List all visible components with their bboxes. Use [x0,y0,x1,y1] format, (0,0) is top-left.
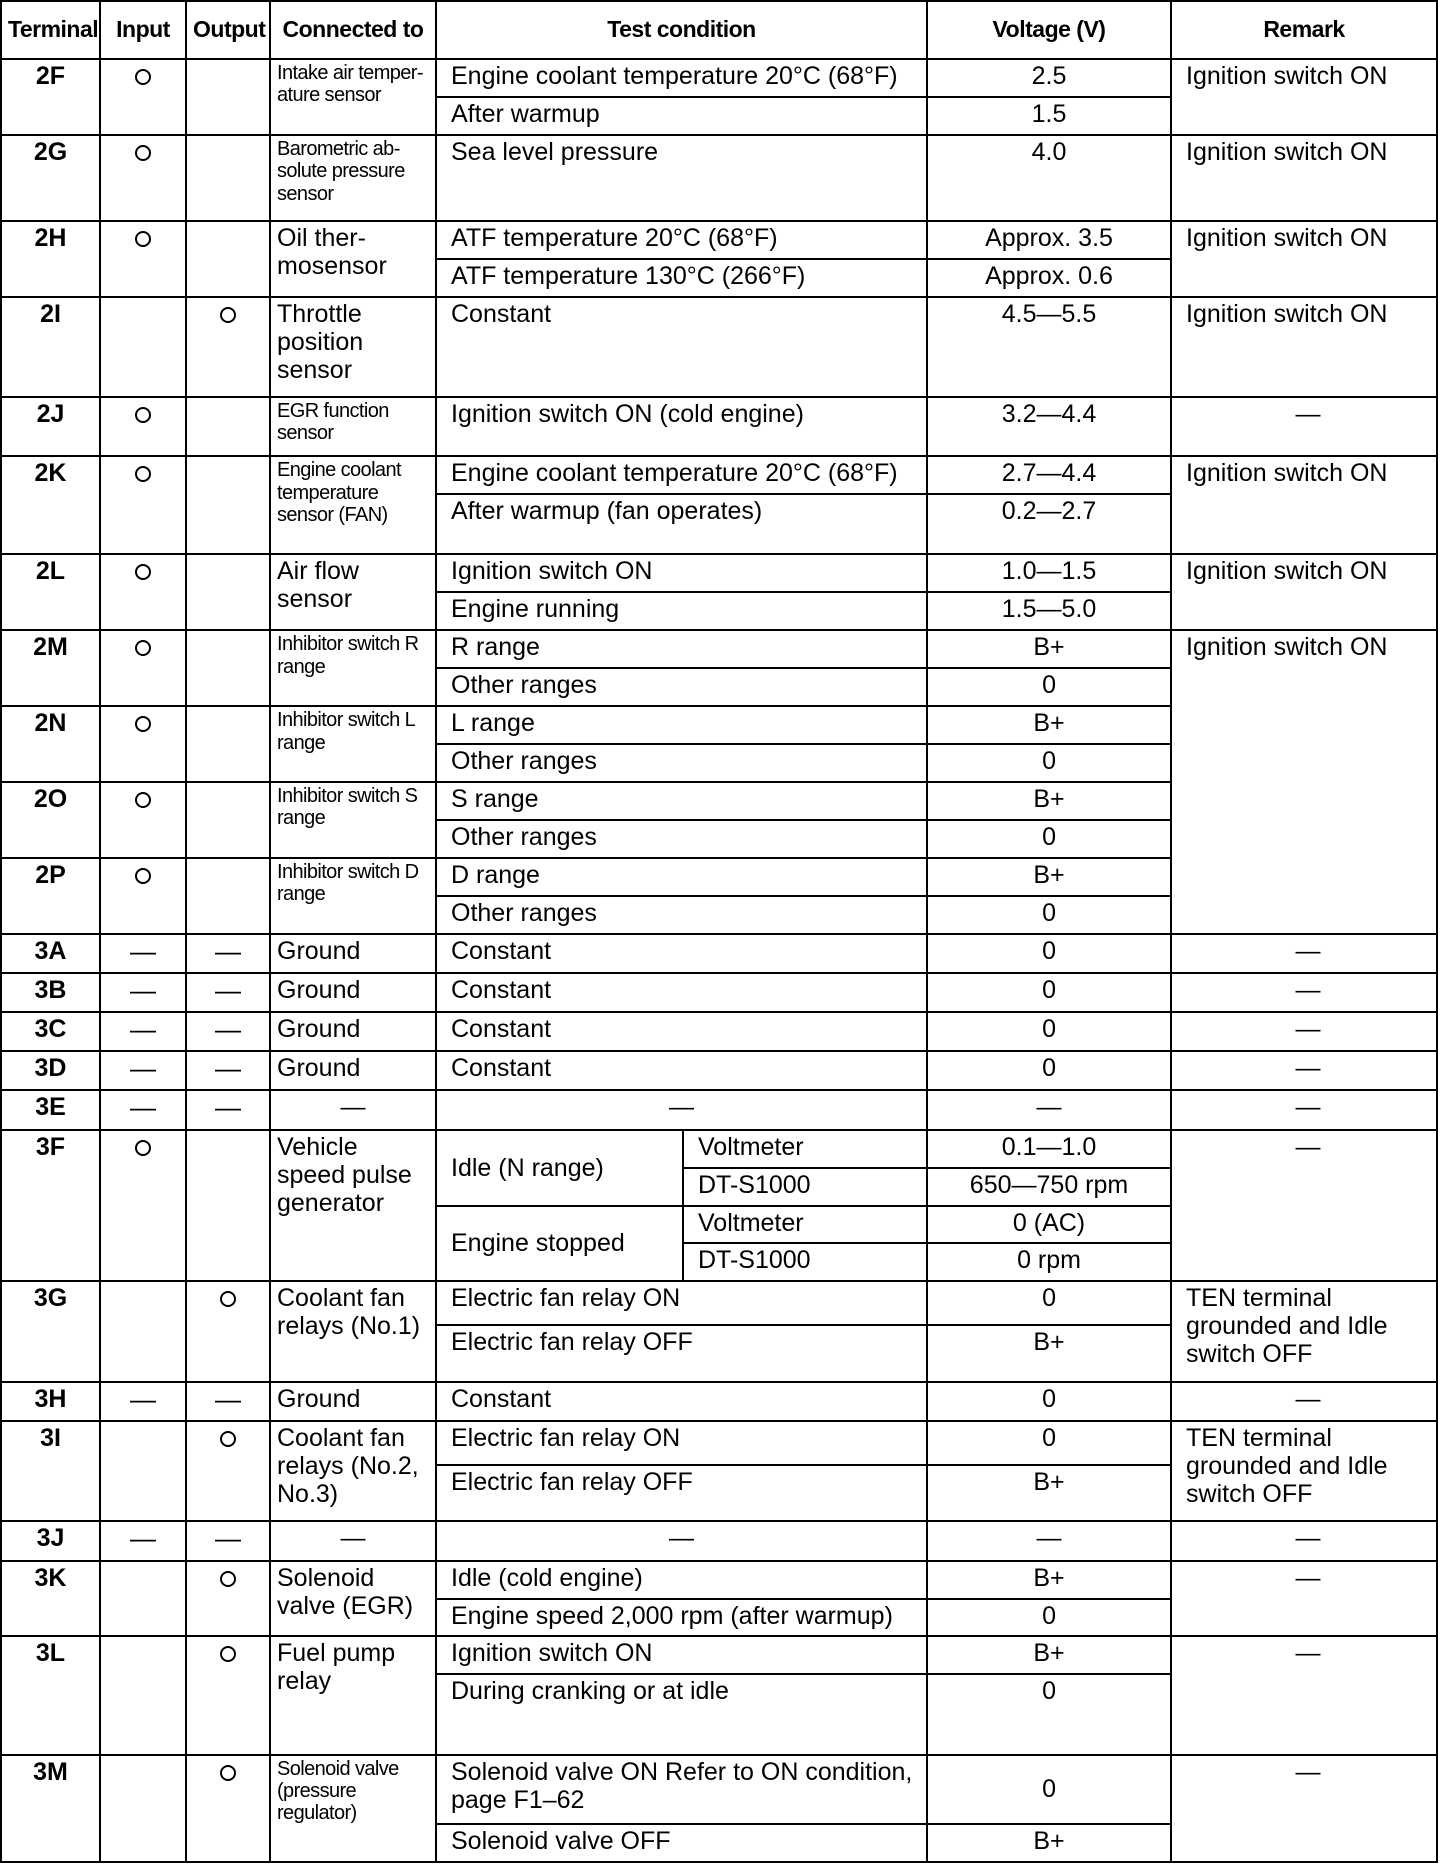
connected-to-cell: Vehicle speed pulse generator [270,1130,436,1282]
connected-to-cell: Ground [270,1382,436,1421]
condition-cell: L range [436,706,927,744]
condition-cell: — [436,1521,927,1560]
voltage-cell: B+ [927,630,1171,668]
header-connected-to: Connected to [270,1,436,59]
output-mark [186,59,270,135]
condition-cell: Sea level pressure [436,135,927,221]
table-row [1,1012,1437,1051]
input-mark [100,858,186,934]
output-mark [186,1421,270,1521]
connected-to-cell: Fuel pump relay [270,1636,436,1754]
connected-to-cell: Oil ther- mosensor [270,221,436,297]
input-mark [100,1130,186,1282]
remark-cell: TEN terminal grounded and Idle switch OFF [1171,1421,1437,1521]
remark-cell: — [1171,1561,1437,1637]
input-circle-icon [135,640,151,656]
connected-to-cell: — [270,1521,436,1560]
input-mark [100,221,186,297]
measure-cell: Voltmeter [683,1130,927,1168]
output-mark [186,1281,270,1381]
voltage-cell: B+ [927,782,1171,820]
voltage-cell: — [927,1090,1171,1129]
voltage-cell: Approx. 0.6 [927,259,1171,297]
condition-cell: D range [436,858,927,896]
input-mark [100,297,186,397]
output-mark: — [186,973,270,1012]
condition-cell: Engine coolant temperature 20°C (68°F) [436,59,927,97]
terminal-cell: 2F [1,59,100,135]
voltage-cell: 0 [927,1382,1171,1421]
input-circle-icon [135,868,151,884]
remark-cell: Ignition switch ON [1171,554,1437,630]
output-mark [186,135,270,221]
voltage-cell: B+ [927,1465,1171,1522]
terminal-cell: 2M [1,630,100,706]
voltage-cell: 0.1—1.0 [927,1130,1171,1168]
terminal-cell: 3L [1,1636,100,1754]
output-mark [186,456,270,554]
condition-cell: After warmup (fan operates) [436,494,927,554]
remark-cell: — [1171,1636,1437,1754]
voltage-cell: B+ [927,1561,1171,1599]
connected-to-cell: Inhibitor switch S range [270,782,436,858]
output-mark: — [186,1521,270,1560]
voltage-cell: 0 [927,1755,1171,1824]
table-row [1,1561,1437,1599]
output-mark: — [186,1382,270,1421]
input-mark: — [100,1090,186,1129]
voltage-cell: 0 (AC) [927,1206,1171,1244]
condition-cell: Ignition switch ON [436,1636,927,1674]
output-mark: — [186,934,270,973]
connected-to-cell: Ground [270,973,436,1012]
terminal-cell: 2L [1,554,100,630]
connected-to-cell: — [270,1090,436,1129]
connected-to-cell: Ground [270,1051,436,1090]
table-row [1,934,1437,973]
voltage-cell: B+ [927,706,1171,744]
remark-cell: — [1171,1090,1437,1129]
remark-cell: Ignition switch ON [1171,297,1437,397]
input-circle-icon [135,145,151,161]
voltage-cell: B+ [927,1636,1171,1674]
table-row [1,1281,1437,1325]
input-circle-icon [135,407,151,423]
input-circle-icon [135,792,151,808]
table-row [1,1636,1437,1674]
condition-cell: Electric fan relay OFF [436,1465,927,1522]
condition-cell: Constant [436,934,927,973]
voltage-cell: 4.5—5.5 [927,297,1171,397]
input-mark [100,706,186,782]
connected-to-cell: Ground [270,1012,436,1051]
table-row [1,397,1437,456]
condition-cell: ATF temperature 20°C (68°F) [436,221,927,259]
remark-cell: Ignition switch ON [1171,630,1437,934]
voltage-cell: 2.5 [927,59,1171,97]
connected-to-cell: Barometric ab- solute pressure sensor [270,135,436,221]
connected-to-cell: Solenoid valve (EGR) [270,1561,436,1637]
input-mark: — [100,1012,186,1051]
terminal-cell: 2K [1,456,100,554]
input-mark: — [100,1382,186,1421]
remark-cell: — [1171,1051,1437,1090]
input-circle-icon [135,466,151,482]
table-row [1,1090,1437,1129]
voltage-cell: 0 [927,1051,1171,1090]
terminal-cell: 3G [1,1281,100,1381]
connected-to-cell: Throttle position sensor [270,297,436,397]
output-mark [186,630,270,706]
terminal-cell: 3D [1,1051,100,1090]
remark-cell: — [1171,934,1437,973]
condition-cell: Constant [436,1012,927,1051]
terminal-cell: 3F [1,1130,100,1282]
terminal-cell: 2P [1,858,100,934]
condition-cell: Other ranges [436,668,927,706]
remark-cell: Ignition switch ON [1171,135,1437,221]
voltage-cell: 0 [927,934,1171,973]
voltage-cell: Approx. 3.5 [927,221,1171,259]
connected-to-cell: Intake air temper- ature sensor [270,59,436,135]
remark-cell: — [1171,1521,1437,1560]
voltage-cell: 650—750 rpm [927,1168,1171,1206]
condition-cell: After warmup [436,97,927,135]
connected-to-cell: Engine coolant temperature sensor (FAN) [270,456,436,554]
voltage-cell: 0 [927,1421,1171,1465]
connected-to-cell: Inhibitor switch D range [270,858,436,934]
condition-cell: Other ranges [436,744,927,782]
terminal-cell: 3K [1,1561,100,1637]
voltage-cell: 0 [927,1599,1171,1637]
remark-cell: — [1171,1130,1437,1282]
voltage-cell: B+ [927,1325,1171,1382]
connected-to-cell: Coolant fan relays (No.1) [270,1281,436,1381]
table-row [1,1755,1437,1824]
table-row [1,135,1437,221]
table-row [1,630,1437,668]
output-mark [186,297,270,397]
condition-cell: Ignition switch ON (cold engine) [436,397,927,456]
voltage-cell: 1.5—5.0 [927,592,1171,630]
input-mark [100,135,186,221]
condition-cell: Other ranges [436,820,927,858]
condition-cell: Constant [436,1051,927,1090]
measure-cell: DT-S1000 [683,1243,927,1281]
output-mark [186,1755,270,1862]
input-mark [100,782,186,858]
connected-to-cell: Air flow sensor [270,554,436,630]
voltage-cell: B+ [927,858,1171,896]
terminal-cell: 3M [1,1755,100,1862]
connected-to-cell: EGR function sensor [270,397,436,456]
voltage-cell: 0 [927,820,1171,858]
voltage-cell: 0.2—2.7 [927,494,1171,554]
condition-cell: — [436,1090,927,1129]
output-mark: — [186,1012,270,1051]
remark-cell: Ignition switch ON [1171,59,1437,135]
input-circle-icon [135,69,151,85]
input-mark [100,397,186,456]
table-row [1,221,1437,259]
output-mark [186,782,270,858]
input-mark [100,456,186,554]
remark-cell: — [1171,1755,1437,1862]
output-mark: — [186,1051,270,1090]
condition-cell: Engine coolant temperature 20°C (68°F) [436,456,927,494]
input-mark [100,59,186,135]
condition-cell: S range [436,782,927,820]
output-mark [186,397,270,456]
terminal-cell: 2G [1,135,100,221]
remark-cell: TEN terminal grounded and Idle switch OFF [1171,1281,1437,1381]
connected-to-cell: Ground [270,934,436,973]
output-mark [186,1561,270,1637]
condition-cell: Electric fan relay OFF [436,1325,927,1382]
header-terminal: Terminal [1,1,100,59]
connected-to-cell: Solenoid valve (pressure regulator) [270,1755,436,1862]
voltage-cell: 0 [927,973,1171,1012]
condition-cell: ATF temperature 130°C (266°F) [436,259,927,297]
condition-cell: R range [436,630,927,668]
condition-cell: During cranking or at idle [436,1674,927,1754]
terminal-cell: 2I [1,297,100,397]
terminal-cell: 2O [1,782,100,858]
condition-cell: Idle (N range) [436,1130,683,1206]
voltage-cell: 0 [927,1012,1171,1051]
input-mark [100,1561,186,1637]
input-mark [100,1755,186,1862]
condition-cell: Solenoid valve OFF [436,1824,927,1862]
remark-cell: Ignition switch ON [1171,456,1437,554]
header-row [1,1,1437,59]
header-input: Input [100,1,186,59]
output-circle-icon [220,307,236,323]
voltage-cell: 1.0—1.5 [927,554,1171,592]
remark-cell: Ignition switch ON [1171,221,1437,297]
input-circle-icon [135,716,151,732]
connected-to-cell: Inhibitor switch L range [270,706,436,782]
output-mark [186,221,270,297]
measure-cell: Voltmeter [683,1206,927,1244]
voltage-cell: 3.2—4.4 [927,397,1171,456]
input-mark [100,554,186,630]
condition-cell: Engine running [436,592,927,630]
table-row [1,554,1437,592]
table-row [1,1421,1437,1465]
condition-cell: Electric fan relay ON [436,1421,927,1465]
condition-cell: Ignition switch ON [436,554,927,592]
voltage-cell: — [927,1521,1171,1560]
voltage-cell: 0 [927,668,1171,706]
table-row [1,973,1437,1012]
remark-cell: — [1171,973,1437,1012]
remark-cell: — [1171,1012,1437,1051]
voltage-cell: 1.5 [927,97,1171,135]
condition-cell: Engine stopped [436,1206,683,1282]
voltage-cell: 0 [927,1674,1171,1754]
condition-cell: Other ranges [436,896,927,934]
input-mark: — [100,973,186,1012]
voltage-cell: 0 [927,1281,1171,1325]
output-circle-icon [220,1571,236,1587]
remark-cell: — [1171,1382,1437,1421]
voltage-cell: B+ [927,1824,1171,1862]
table-row [1,1130,1437,1168]
input-mark: — [100,1051,186,1090]
table-row [1,1521,1437,1560]
terminal-cell: 2J [1,397,100,456]
output-mark [186,1636,270,1754]
terminal-cell: 3I [1,1421,100,1521]
input-circle-icon [135,1140,151,1156]
output-circle-icon [220,1765,236,1781]
condition-cell: Electric fan relay ON [436,1281,927,1325]
condition-cell: Constant [436,297,927,397]
header-voltage: Voltage (V) [927,1,1171,59]
condition-cell: Engine speed 2,000 rpm (after warmup) [436,1599,927,1637]
output-mark [186,858,270,934]
output-mark [186,1130,270,1282]
table-row [1,456,1437,494]
connected-to-cell: Inhibitor switch R range [270,630,436,706]
connected-to-cell: Coolant fan relays (No.2, No.3) [270,1421,436,1521]
terminal-cell: 2N [1,706,100,782]
condition-cell: Constant [436,973,927,1012]
terminal-cell: 3H [1,1382,100,1421]
terminal-cell: 3A [1,934,100,973]
condition-cell: Solenoid valve ON Refer to ON condition, page F1–62 [436,1755,927,1824]
header-output: Output [186,1,270,59]
output-mark [186,554,270,630]
table-row [1,1051,1437,1090]
voltage-cell: 0 [927,744,1171,782]
table-row [1,297,1437,397]
terminal-cell: 3J [1,1521,100,1560]
input-circle-icon [135,564,151,580]
input-circle-icon [135,231,151,247]
measure-cell: DT-S1000 [683,1168,927,1206]
output-circle-icon [220,1431,236,1447]
terminal-cell: 3B [1,973,100,1012]
voltage-cell: 4.0 [927,135,1171,221]
condition-cell: Idle (cold engine) [436,1561,927,1599]
output-mark: — [186,1090,270,1129]
output-circle-icon [220,1646,236,1662]
input-mark: — [100,934,186,973]
voltage-cell: 0 rpm [927,1243,1171,1281]
voltage-cell: 2.7—4.4 [927,456,1171,494]
terminal-cell: 2H [1,221,100,297]
input-mark [100,1281,186,1381]
input-mark [100,1636,186,1754]
voltage-cell: 0 [927,896,1171,934]
terminal-cell: 3E [1,1090,100,1129]
output-circle-icon [220,1291,236,1307]
condition-cell: Constant [436,1382,927,1421]
header-remark: Remark [1171,1,1437,59]
input-mark [100,1421,186,1521]
remark-cell: — [1171,397,1437,456]
table-row [1,1382,1437,1421]
terminal-cell: 3C [1,1012,100,1051]
input-mark: — [100,1521,186,1560]
output-mark [186,706,270,782]
input-mark [100,630,186,706]
header-test-condition: Test condition [436,1,927,59]
table-row [1,59,1437,97]
